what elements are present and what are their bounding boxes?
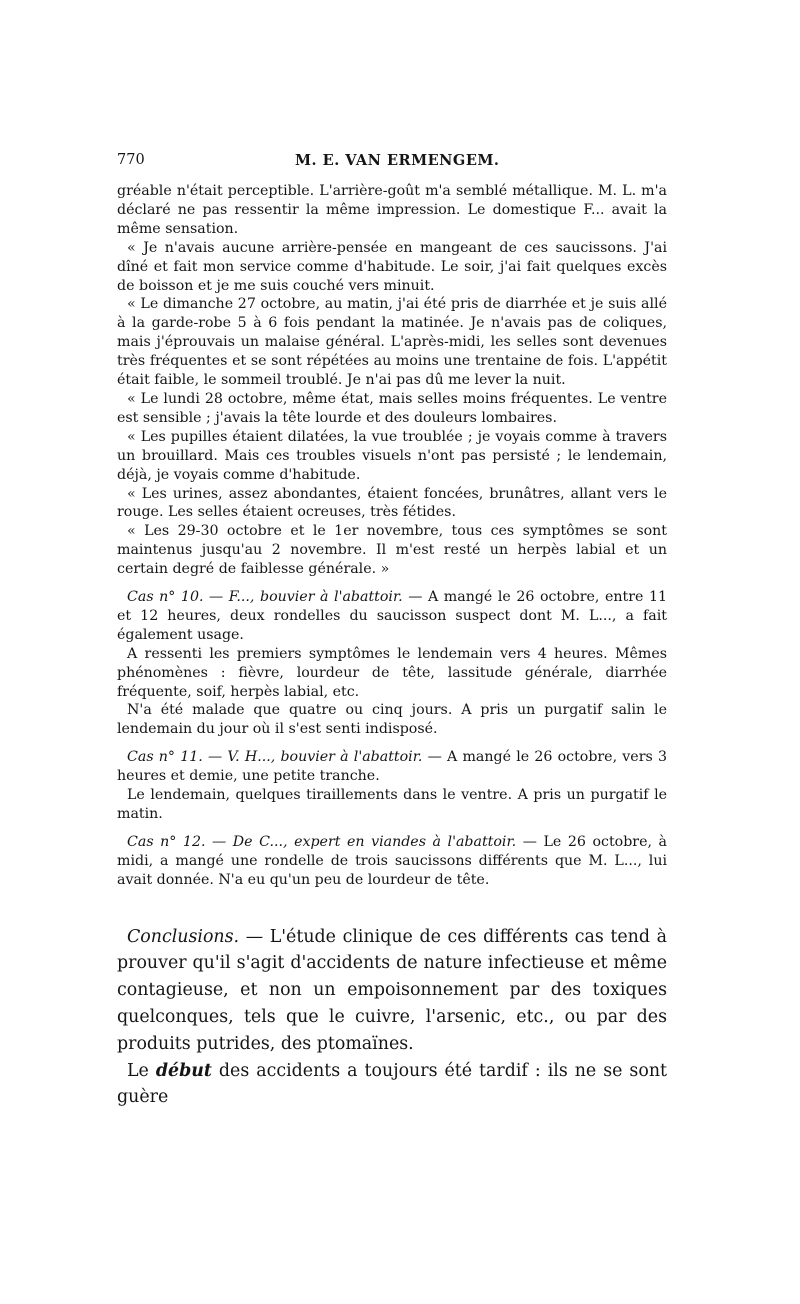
case-12 — [117, 833, 667, 890]
body-paragraph: « Les pupilles étaient dilatées, la vue troublée ; je voyais comme à travers un brouillard. Mais ces troubles visuels n'ont pas persisté ; le lendemain, déjà, je voyais comme d'habitude. — [117, 428, 667, 483]
body-paragraph: N'a été malade que quatre ou cinq jours. A pris un purgatif salin le lendemain du jour où il s'est senti indisposé. — [117, 702, 667, 738]
body-paragraph: gréable n'était perceptible. L'arrière-goût m'a semblé métallique. M. L. m'a déclaré ne pas ressentir la même impression. Le domestique F... avait la même sensation. — [117, 183, 667, 237]
case-11 — [117, 748, 667, 786]
body-paragraph: « Les urines, assez abondantes, étaient foncées, brunâtres, allant vers le rouge. Les selles étaient ocreuses, très fétides. — [117, 485, 667, 521]
debut-rest: des accidents a toujours été tardif : ils ne se sont guère — [117, 1060, 668, 1108]
case-text: — Le 26 octobre, à midi, a mangé une rondelle de trois saucissons différents que M. L..., lui avait donnée. N'a eu qu'un peu de lourdeur de tête. — [117, 833, 668, 888]
case-title: Cas n° 12. — De C..., expert en viandes à l'abattoir. — [127, 833, 517, 850]
case-title: Cas n° 10. — F..., bouvier à l'abattoir. — [127, 589, 403, 606]
case-10 — [117, 588, 667, 645]
body-paragraph: « Je n'avais aucune arrière-pensée en mangeant de ces saucissons. J'ai dîné et fait mon service comme d'habitude. Le soir, j'ai fait quelques excès de boisson et je me suis couché vers minuit. — [117, 239, 667, 294]
body-paragraph: « Le dimanche 27 octobre, au matin, j'ai été pris de diarrhée et je suis allé à la garde-robe 5 à 6 fois pendant la matinée. Je n'avais pas de coliques, mais j'éprouvais un malaise général. L'après-midi, les selles sont devenues très fréquentes et se sont répétées au moins une trentaine de fois. L'appétit était faible, le sommeil troublé. Je n'ai pas dû me lever la nuit. — [117, 296, 667, 389]
case-text: — A mangé le 26 octobre, entre 11 et 12 heures, deux rondelles du saucisson suspect dont M. L..., a fait également usage. — [117, 589, 668, 643]
running-head — [117, 152, 667, 178]
debut-word: début — [155, 1060, 212, 1081]
body-paragraph: Le lendemain, quelques tiraillements dans le ventre. A pris un purgatif le matin. — [117, 787, 667, 822]
page-number: 770 — [117, 152, 145, 168]
conclusions-text: — L'étude clinique de ces différents cas tend à prouver qu'il s'agit d'accidents de nature infectieuse et même contagieuse, et non un empoisonnement par des toxiques quelconques, tels que le cuivre, l'arsenic, etc., ou par des produits putrides, des ptomaïnes. — [117, 926, 667, 1054]
body-paragraph: « Le lundi 28 octobre, même état, mais selles moins fréquentes. Le ventre est sensible ; j'avais la tête lourde et des douleurs lombaires. — [117, 390, 667, 426]
debut-prefix: Le — [127, 1060, 149, 1081]
body-paragraph: « Les 29-30 octobre et le 1er novembre, tous ces symptômes se sont maintenus jusqu'au 2 novembre. Il m'est resté un herpès labial et un certain degré de faiblesse générale. » — [117, 523, 667, 578]
debut-paragraph — [117, 1058, 667, 1112]
case-title: Cas n° 11. — V. H..., bouvier à l'abattoir. — [127, 749, 423, 766]
body-paragraph: A ressenti les premiers symptômes le lendemain vers 4 heures. Mêmes phénomènes : fièvre, lourdeur de tête, lassitude générale, diarrhée fréquente, soif, herpès labial, etc. — [117, 645, 667, 700]
conclusions-heading: Conclusions. — [127, 926, 240, 947]
running-head-author: M. E. VAN ERMENGEM. — [295, 152, 500, 169]
case-text: — A mangé le 26 octobre, vers 3 heures et demie, une petite tranche. — [117, 749, 667, 785]
conclusions-paragraph — [117, 924, 667, 1058]
document-page — [117, 152, 667, 1111]
